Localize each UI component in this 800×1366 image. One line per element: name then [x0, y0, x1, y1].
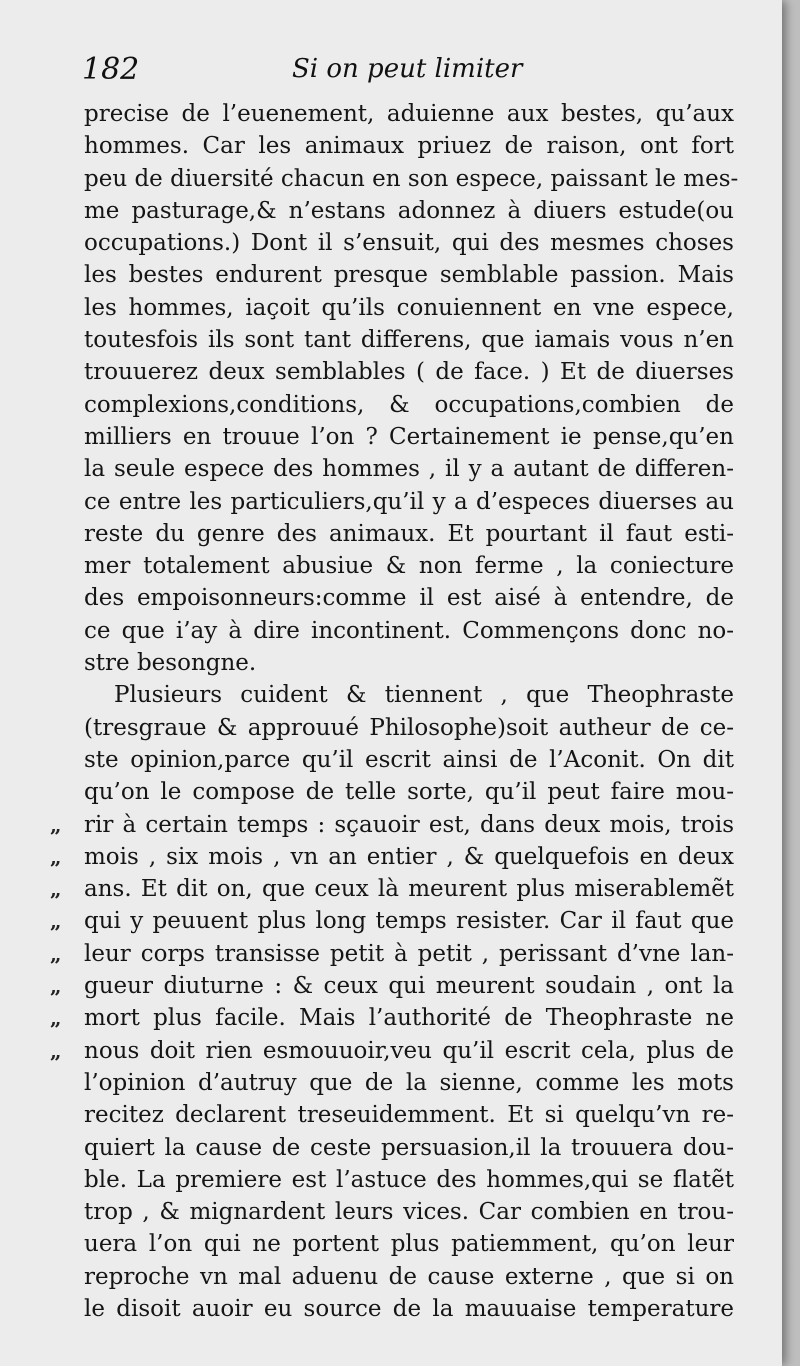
running-title: Si on peut limiter [292, 54, 523, 84]
text-line-content: toutesfois ils sont tant differens, que iamais vous n’en [84, 327, 734, 354]
text-line-content: les bestes endurent presque semblable passion. Mais [84, 262, 734, 289]
quotation-mark: „ [50, 844, 62, 869]
text-line [50, 938, 734, 970]
page-number: 182 [82, 52, 140, 87]
text-line-content: stre besongne. [84, 650, 257, 677]
text-line [84, 712, 734, 744]
text-line [84, 486, 734, 518]
quotation-mark: „ [50, 941, 62, 966]
text-line-content: mort plus facile. Mais l’authorité de Theophraste ne [84, 1005, 734, 1032]
text-line [84, 1228, 734, 1260]
text-line-content: reproche vn mal aduenu de cause externe , que si on [84, 1263, 734, 1290]
text-line-content: uera l’on qui ne portent plus patiemment, qu’on leur [84, 1231, 734, 1258]
text-line-content: ste opinion,parce qu’il escrit ainsi de l’Aconit. On dit [84, 746, 734, 773]
quotation-mark: „ [50, 1006, 62, 1031]
body-text [50, 98, 739, 1325]
text-line [84, 1196, 734, 1228]
text-line [84, 292, 734, 324]
text-line [84, 1067, 734, 1099]
text-line [84, 421, 734, 453]
text-line-content: trop , & mignardent leurs vices. Car combien en trou- [84, 1199, 734, 1226]
text-line-content: quiert la cause de ceste persuasion,il la trouuera dou- [84, 1134, 734, 1161]
text-line-content: ans. Et dit on, que ceux là meurent plus miserablemẽt [84, 876, 734, 903]
text-line [84, 776, 734, 808]
text-line [50, 1035, 734, 1067]
text-line-content: rir à certain temps : sçauoir est, dans deux mois, trois [84, 811, 734, 838]
text-line-content: ce entre les particuliers,qu’il y a d’especes diuerses au [84, 488, 734, 515]
text-line-content: le disoit auoir eu source de la mauuaise temperature [84, 1295, 734, 1322]
text-line-content: des empoisonneurs:comme il est aisé à entendre, de [84, 585, 734, 612]
text-line-content: qu’on le compose de telle sorte, qu’il peut faire mou- [84, 779, 734, 806]
text-line [84, 1164, 734, 1196]
text-line-content: reste du genre des animaux. Et pourtant il faut esti- [84, 520, 734, 547]
text-line-content: peu de diuersité chacun en son espece, paissant le mes- [84, 165, 739, 192]
text-line-content: me pasturage,& n’estans adonnez à diuers estude(ou [84, 197, 734, 224]
text-line-content: (tresgraue & approuué Philosophe)soit autheur de ce- [84, 714, 734, 741]
text-line-content: qui y peuuent plus long temps resister. Car il faut que [84, 908, 734, 935]
text-line-content: ce que i’ay à dire incontinent. Commençons donc no- [84, 617, 734, 644]
text-line-content: la seule espece des hommes , il y a autant de differen- [84, 456, 734, 483]
text-line [84, 98, 734, 130]
text-line-content: hommes. Car les animaux priuez de raison, ont fort [84, 133, 734, 160]
text-line-content: leur corps transisse petit à petit , perissant d’vne lan- [84, 940, 734, 967]
text-line-content: ble. La premiere est l’astuce des hommes,qui se flatẽt [84, 1166, 734, 1193]
text-line-content: recitez declarent treseuidemment. Et si quelqu’vn re- [84, 1102, 734, 1129]
text-line [50, 970, 734, 1002]
text-line-content: precise de l’euenement, aduienne aux bestes, qu’aux [84, 101, 734, 127]
text-line [84, 647, 734, 679]
text-line [50, 1002, 734, 1034]
quotation-mark: „ [50, 974, 62, 999]
quotation-mark: „ [50, 812, 62, 837]
text-line-content: les hommes, iaçoit qu’ils conuiennent en vne espece, [84, 294, 734, 321]
text-line [50, 873, 734, 905]
text-line [84, 1261, 734, 1293]
text-line [84, 744, 734, 776]
text-line [84, 227, 734, 259]
text-line-content: occupations.) Dont il s’ensuit, qui des mesmes choses [84, 230, 734, 257]
text-line [50, 841, 734, 873]
quotation-mark: „ [50, 1038, 62, 1063]
text-line [84, 582, 734, 614]
quotation-mark: „ [50, 909, 62, 934]
text-line [50, 905, 734, 937]
text-line-content: trouuerez deux semblables ( de face. ) Et de diuerses [84, 359, 734, 386]
text-line-content: mer totalement abusiue & non ferme , la coniecture [84, 553, 734, 580]
text-line [84, 389, 734, 421]
text-line-content: gueur diuturne : & ceux qui meurent soudain , ont la [84, 973, 734, 1000]
page-header [82, 50, 722, 90]
text-line [84, 1132, 734, 1164]
text-line [84, 518, 734, 550]
text-line [84, 195, 734, 227]
text-line [84, 259, 734, 291]
text-line-content: milliers en trouue l’on ? Certainement ie pense,qu’en [84, 423, 734, 450]
text-line [84, 163, 739, 195]
text-line [84, 1293, 734, 1325]
text-line-content: complexions,conditions, & occupations,combien de [84, 391, 734, 418]
text-line-content: mois , six mois , vn an entier , & quelquefois en deux [84, 843, 734, 870]
text-line [84, 679, 734, 711]
text-line [84, 130, 734, 162]
text-line [84, 356, 734, 388]
text-line [84, 615, 734, 647]
text-line [84, 1099, 734, 1131]
text-line [50, 809, 734, 841]
text-line [84, 453, 734, 485]
text-line-content: nous doit rien esmouuoir,veu qu’il escrit cela, plus de [84, 1037, 734, 1064]
quotation-mark: „ [50, 877, 62, 902]
text-line-content: l’opinion d’autruy que de la sienne, comme les mots [84, 1069, 734, 1096]
text-line [84, 324, 734, 356]
text-line [84, 550, 734, 582]
text-line-content: Plusieurs cuident & tiennent , que Theophraste [114, 682, 734, 709]
